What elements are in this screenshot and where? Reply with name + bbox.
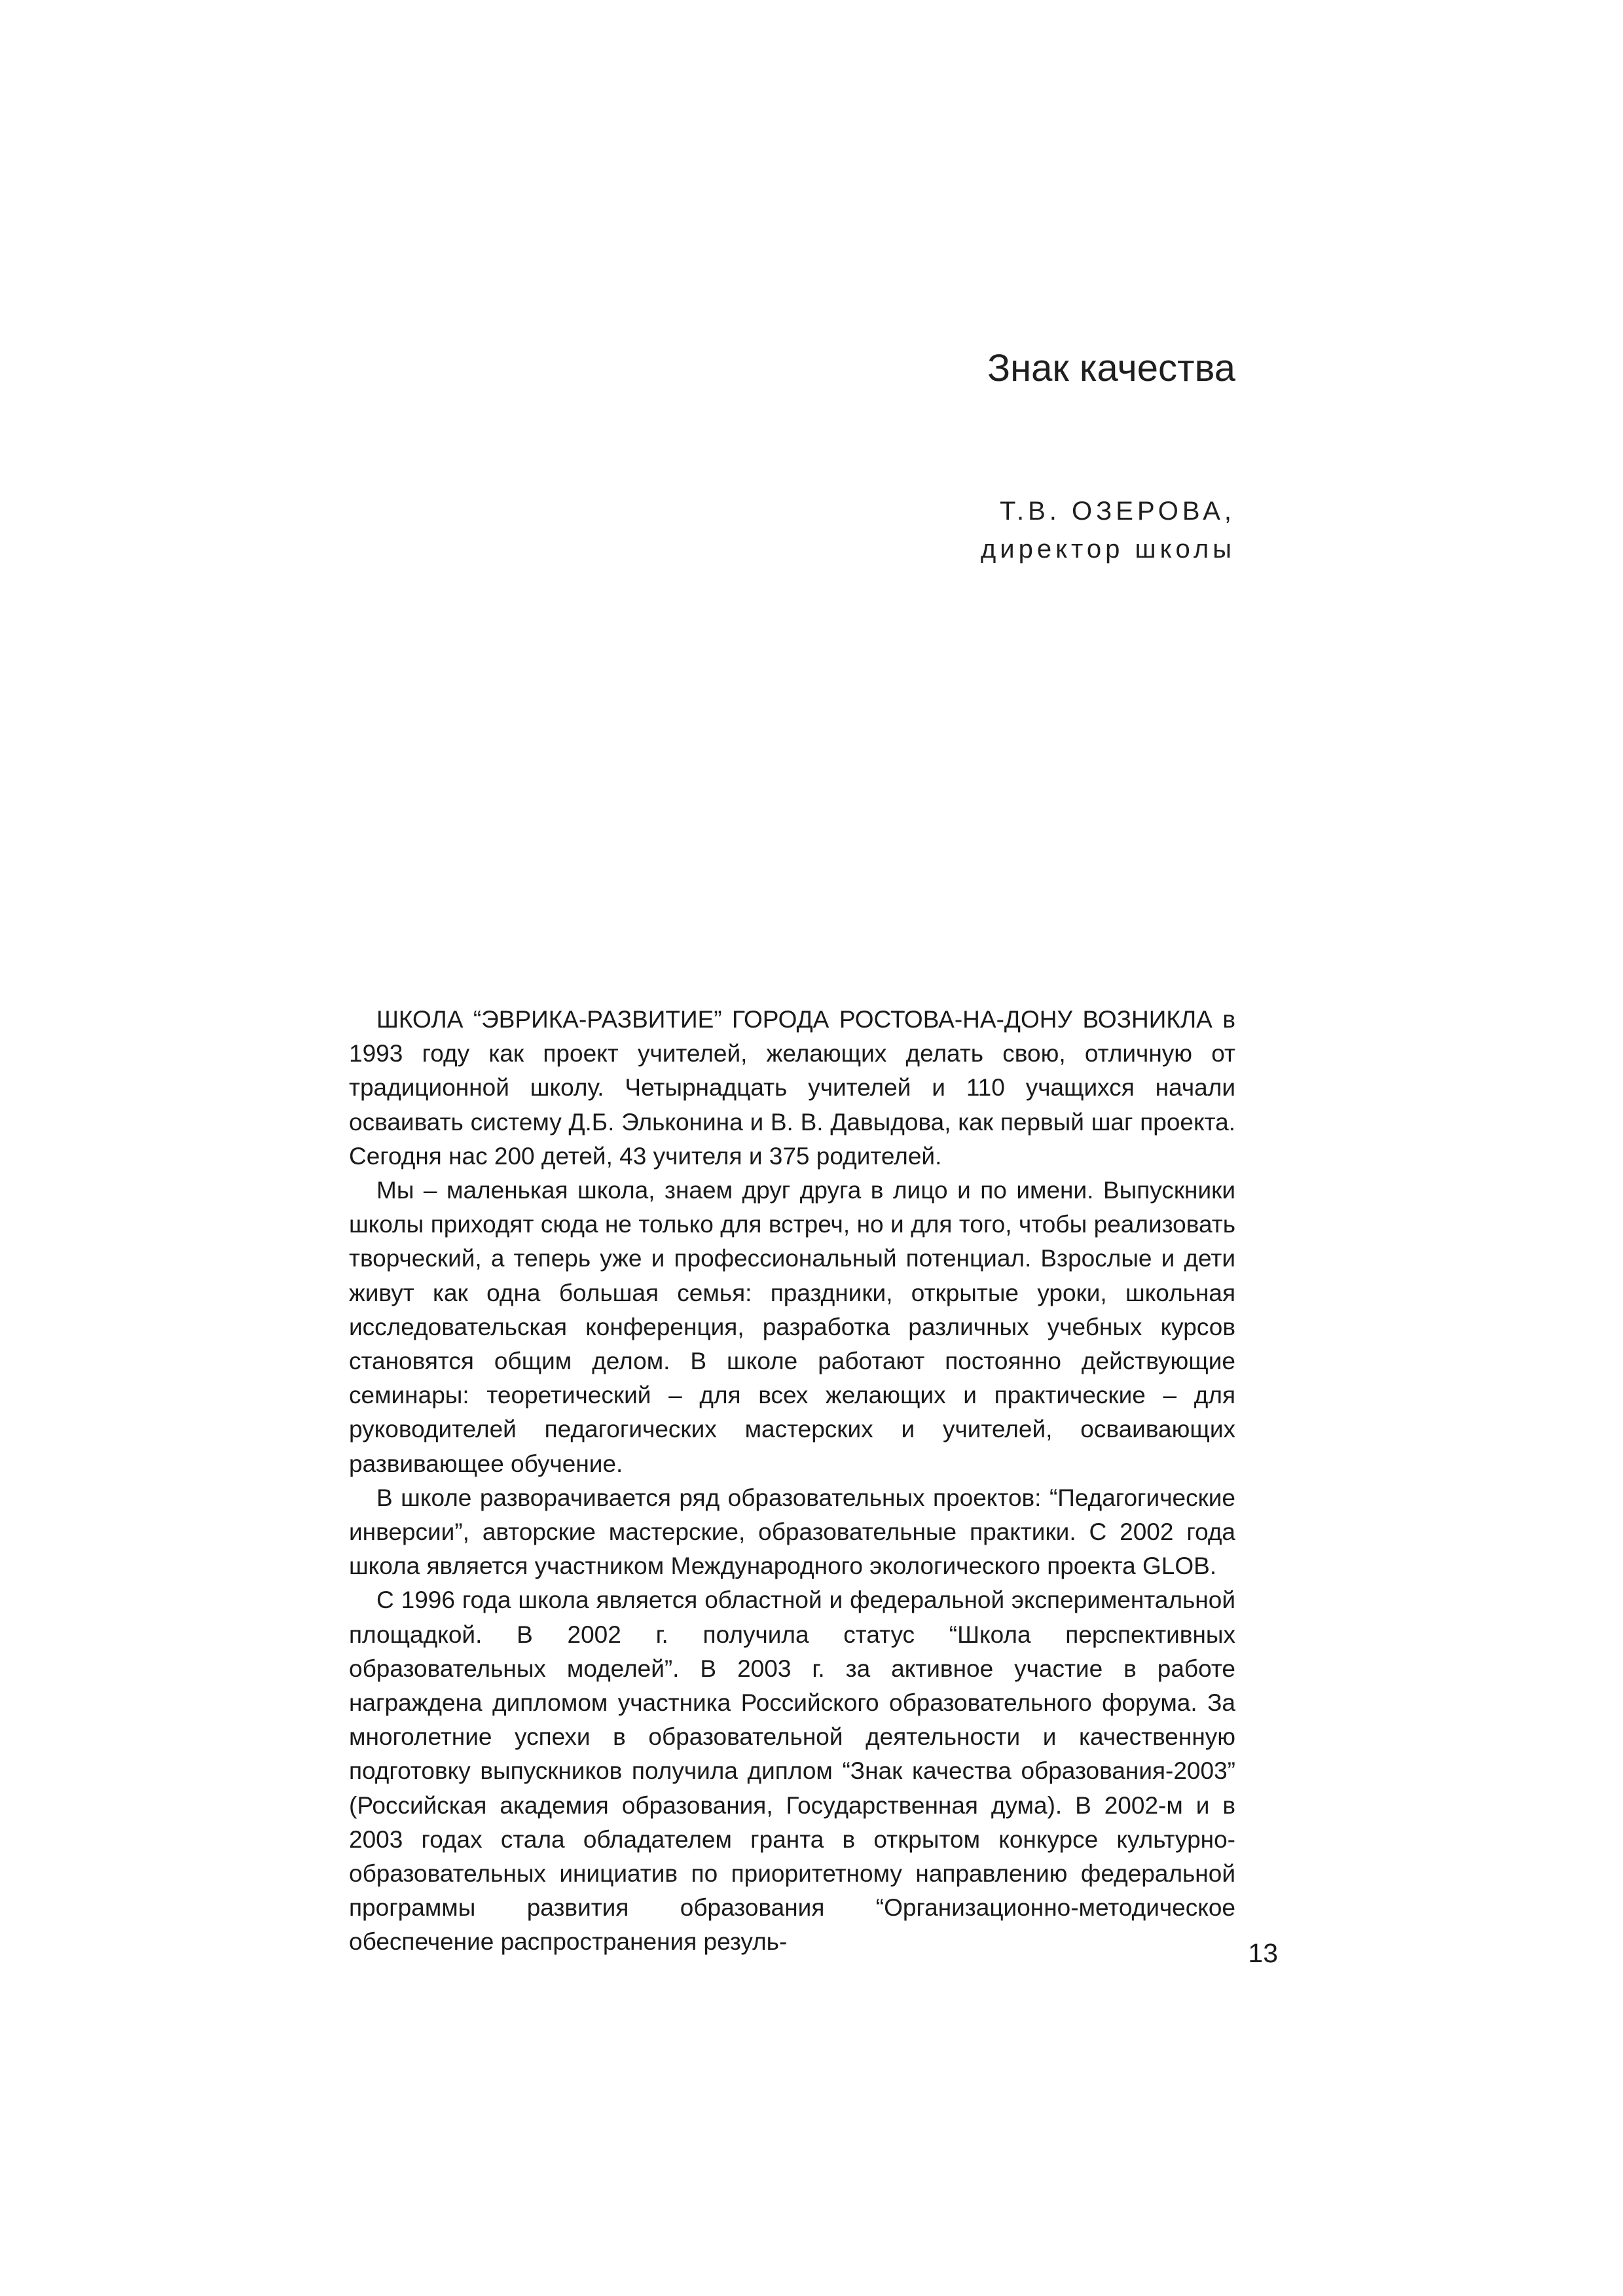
author-name: Т.В. ОЗЕРОВА,	[999, 497, 1235, 526]
paragraph-2: Мы – маленькая школа, знаем друг друга в лицо и по имени. Выпускники школы приходят сюда не только для встреч, но и для того, чтобы реализовать творческий, а теперь уже и профессиональный потенциал. Взрослые и дети живут как одна большая семья: праздники, открытые уроки, школьная исследовательская конференция, разработка различных учебных курсов становятся общим делом. В школе работают постоянно действующие семинары: теоретический – для всех желающих и практические – для руководителей педагогических мастерских и учителей, осваивающих развивающее обучение.	[349, 1177, 1235, 1477]
page-number: 13	[1248, 1938, 1278, 1968]
author-position: директор школы	[980, 535, 1235, 564]
author-block	[720, 492, 1235, 568]
article-body	[349, 1003, 1235, 1960]
paragraph-3: В школе разворачивается ряд образовательных проектов: “Педагогические инверсии”, авторские мастерские, образовательные практики. С 2002 года школа является участником Международного экологического проекта GLOB.	[349, 1484, 1235, 1580]
paragraph-4: С 1996 года школа является областной и федеральной экспериментальной площадкой. В 2002 г. получила статус “Школа перспективных образовательных моделей”. В 2003 г. за активное участие в работе награждена дипломом участника Российского образовательного форума. За многолетние успехи в образовательной деятельности и качественную подготовку выпускников получила диплом “Знак качества образования-2003” (Российская академия образования, Государственная дума). В 2002-м и в 2003 годах стала обладателем гранта в открытом конкурсе культурно-образовательных инициатив по приоритетному направлению федеральной программы развития образования “Организационно-методическое обеспечение распространения резуль-	[349, 1587, 1235, 1956]
paragraph-1: ШКОЛА “ЭВРИКА-РАЗВИТИЕ” ГОРОДА РОСТОВА-НА-ДОНУ ВОЗНИКЛА в 1993 году как проект учителей, желающих делать свою, отличную от традиционной школу. Четырнадцать учителей и 110 учащихся начали осваивать систему Д.Б. Эльконина и В. В. Давыдова, как первый шаг проекта. Сегодня нас 200 детей, 43 учителя и 375 родителей.	[349, 1006, 1235, 1170]
article-title: Знак качества	[987, 347, 1235, 389]
